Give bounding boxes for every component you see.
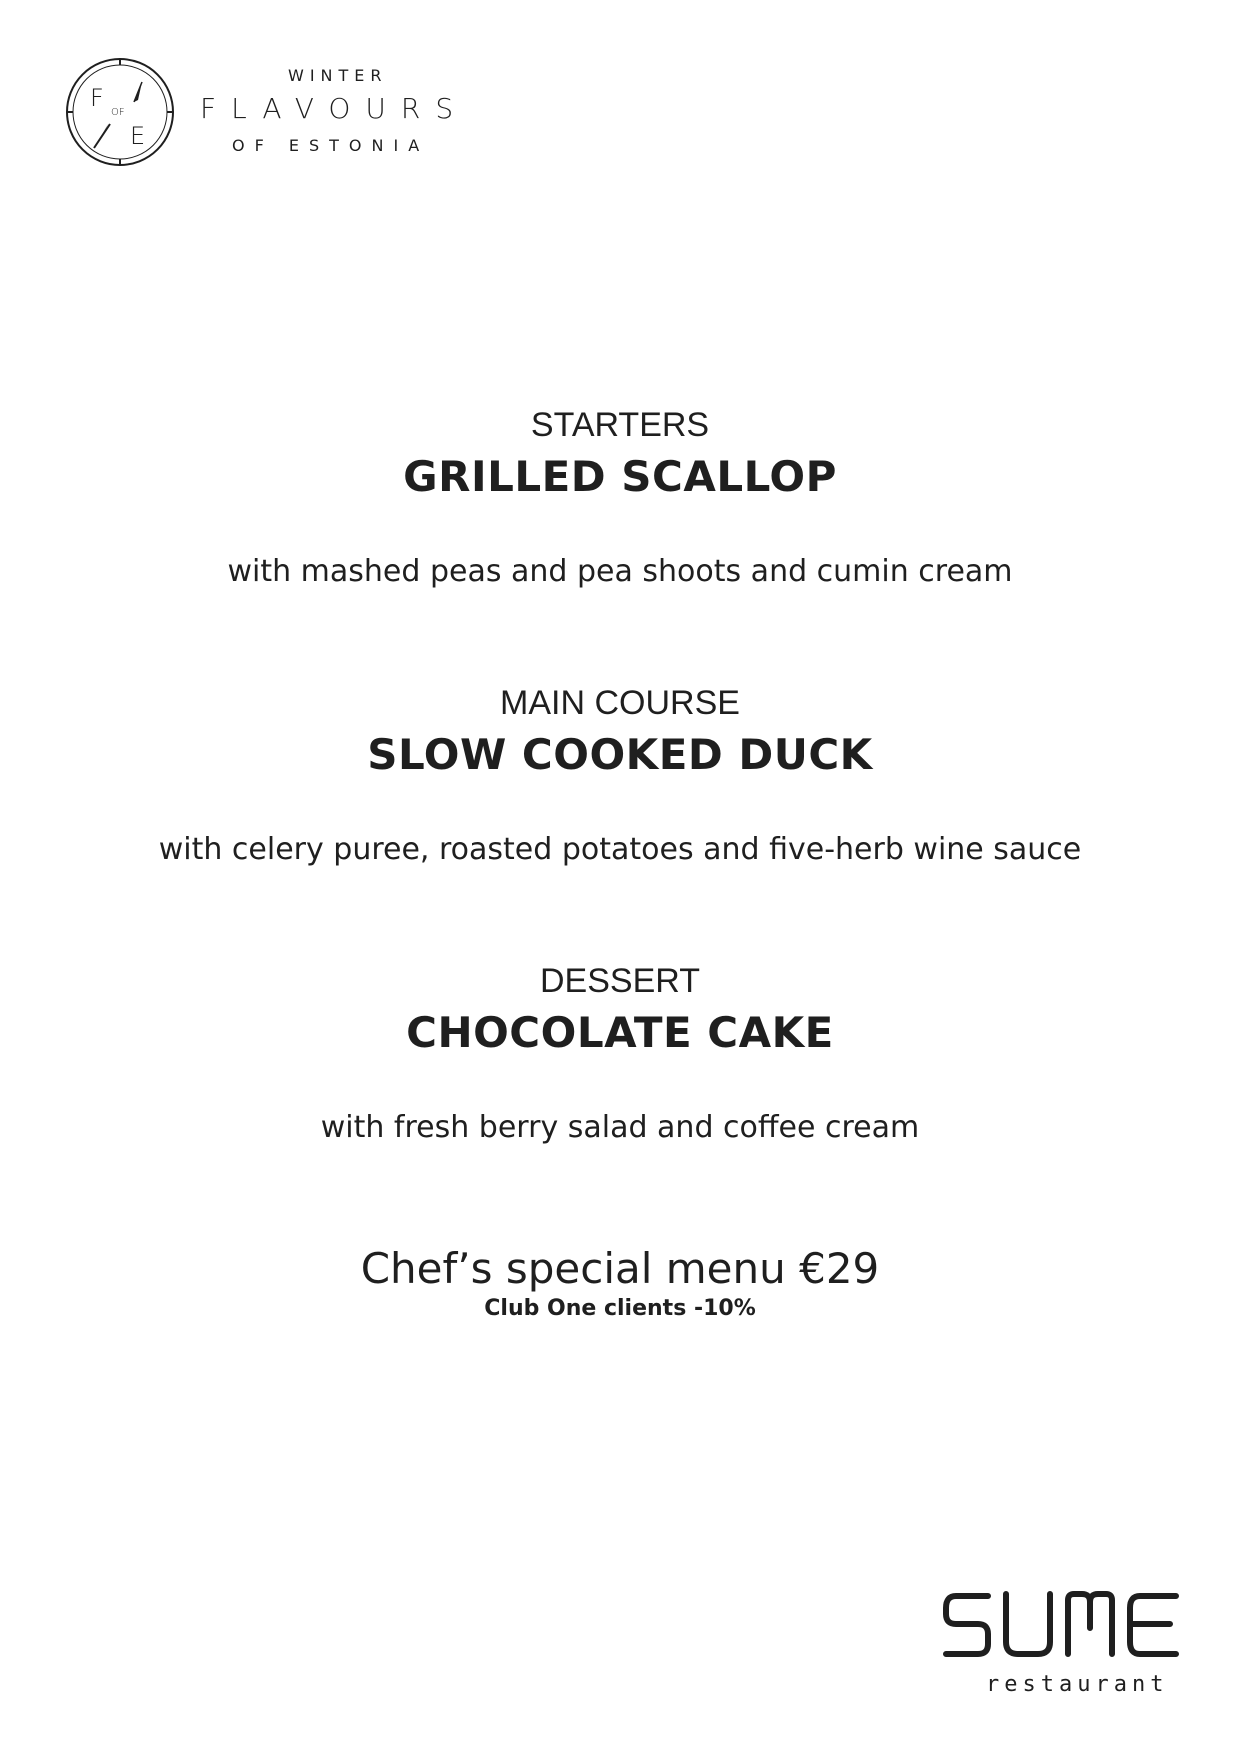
club-discount: Club One clients -10% <box>484 1296 756 1321</box>
restaurant-subtitle: restaurant <box>986 1672 1169 1697</box>
seal-letter-top: F <box>90 84 104 112</box>
event-wordmark-line2: FLAVOURS <box>200 92 469 125</box>
dish-name: CHOCOLATE CAKE <box>406 1008 834 1057</box>
dish-name: SLOW COOKED DUCK <box>367 730 873 779</box>
seal-letter-middle: OF <box>111 107 125 118</box>
restaurant-logo <box>940 1588 1180 1698</box>
restaurant-wordmark-glyphs <box>940 1588 1180 1668</box>
dish-description: with mashed peas and pea shoots and cumin cream <box>227 554 1013 589</box>
dish-name: GRILLED SCALLOP <box>403 452 837 501</box>
course-label: STARTERS <box>530 406 710 444</box>
menu-price: Chef’s special menu €29 <box>360 1244 880 1293</box>
dish-description: with celery puree, roasted potatoes and five-herb wine sauce <box>158 832 1082 867</box>
course-label: MAIN COURSE <box>500 684 740 722</box>
course-label: DESSERT <box>540 962 700 1000</box>
event-logo <box>64 56 504 176</box>
dish-description: with fresh berry salad and coffee cream <box>320 1110 920 1145</box>
seal-letter-bottom: E <box>130 122 146 150</box>
compass-seal-icon <box>64 56 176 168</box>
event-wordmark-line1: WINTER <box>288 66 388 85</box>
event-wordmark-line3: OF ESTONIA <box>232 136 430 155</box>
